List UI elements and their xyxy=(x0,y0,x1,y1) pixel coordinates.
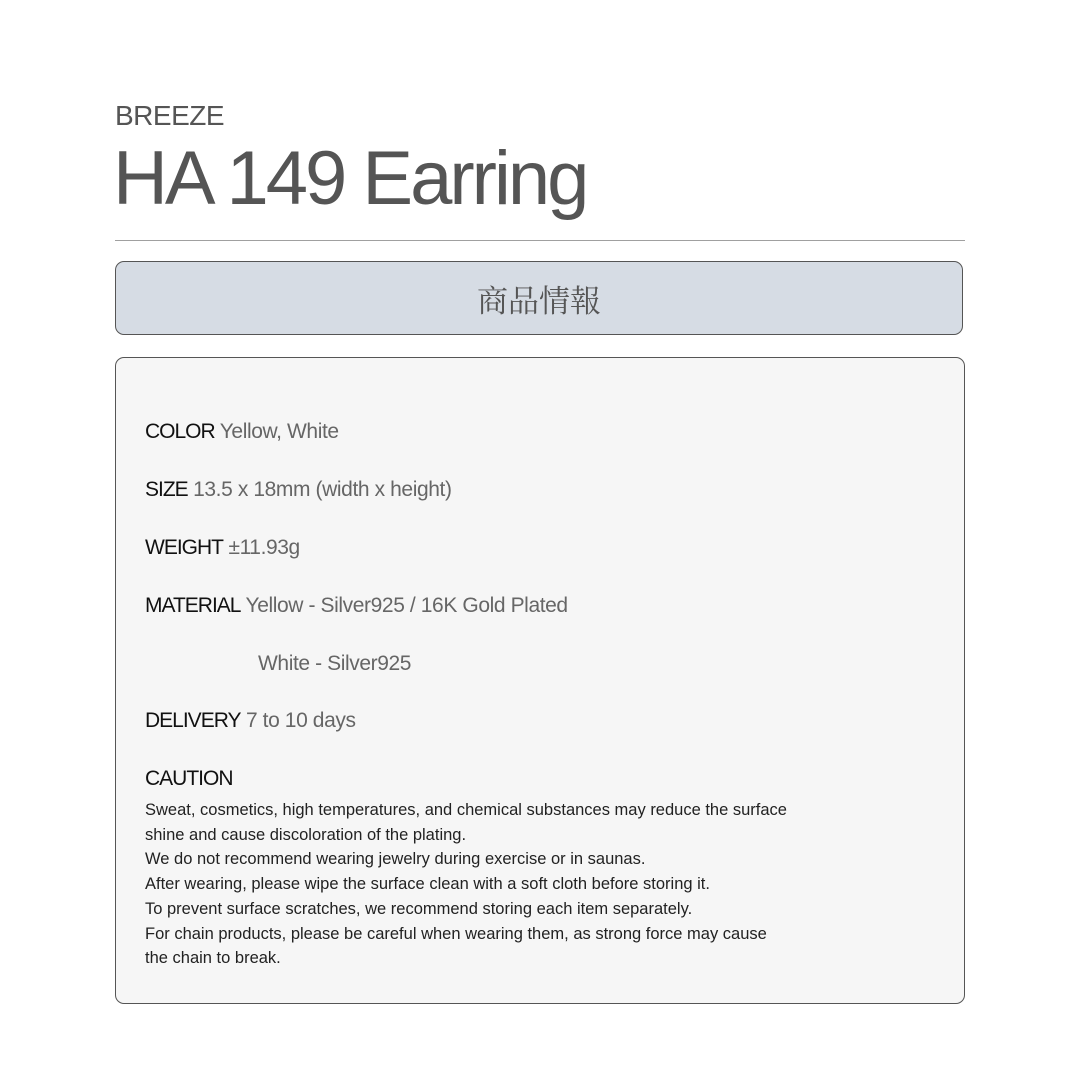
spec-row-weight xyxy=(145,534,300,562)
product-info-card xyxy=(115,357,965,1004)
caution-line: For chain products, please be careful when wearing them, as strong force may cause xyxy=(145,924,767,943)
spec-value-weight: ±11.93g xyxy=(228,536,300,559)
product-title: HA 149 Earring xyxy=(113,136,587,221)
caution-line: We do not recommend wearing jewelry during exercise or in saunas. xyxy=(145,850,646,869)
caution-text xyxy=(145,798,905,971)
spec-value-material-white: White - Silver925 xyxy=(258,652,412,675)
caution-line: To prevent surface scratches, we recommend storing each item separately. xyxy=(145,899,693,918)
spec-value-size: 13.5 x 18mm (width x height) xyxy=(193,478,452,501)
spec-value-material-yellow: Yellow - Silver925 / 16K Gold Plated xyxy=(245,594,568,617)
product-info-header xyxy=(115,261,963,335)
caution-line: After wearing, please wipe the surface clean with a soft cloth before storing it. xyxy=(145,875,710,894)
caution-line: the chain to break. xyxy=(145,949,281,968)
spec-label-size: SIZE xyxy=(145,478,188,501)
title-divider xyxy=(115,240,965,241)
spec-label-material: MATERIAL xyxy=(145,594,241,617)
spec-value-color: Yellow, White xyxy=(219,420,339,443)
caution-line: Sweat, cosmetics, high temperatures, and chemical substances may reduce the surface xyxy=(145,801,787,819)
spec-value-delivery: 7 to 10 days xyxy=(245,709,356,732)
brand-name: BREEZE xyxy=(115,100,225,131)
spec-label-color: COLOR xyxy=(145,420,215,443)
product-info-header-label: 商品情報 xyxy=(477,283,601,320)
spec-row-material-white xyxy=(258,650,411,678)
spec-row-delivery xyxy=(145,707,356,735)
spec-label-weight: WEIGHT xyxy=(145,536,223,559)
caution-line: shine and cause discoloration of the plating. xyxy=(145,825,467,844)
caution-label: CAUTION xyxy=(145,767,233,790)
spec-row-material xyxy=(145,592,568,620)
spec-row-size xyxy=(145,476,452,504)
spec-label-delivery: DELIVERY xyxy=(145,709,241,732)
spec-row-color xyxy=(145,418,339,446)
